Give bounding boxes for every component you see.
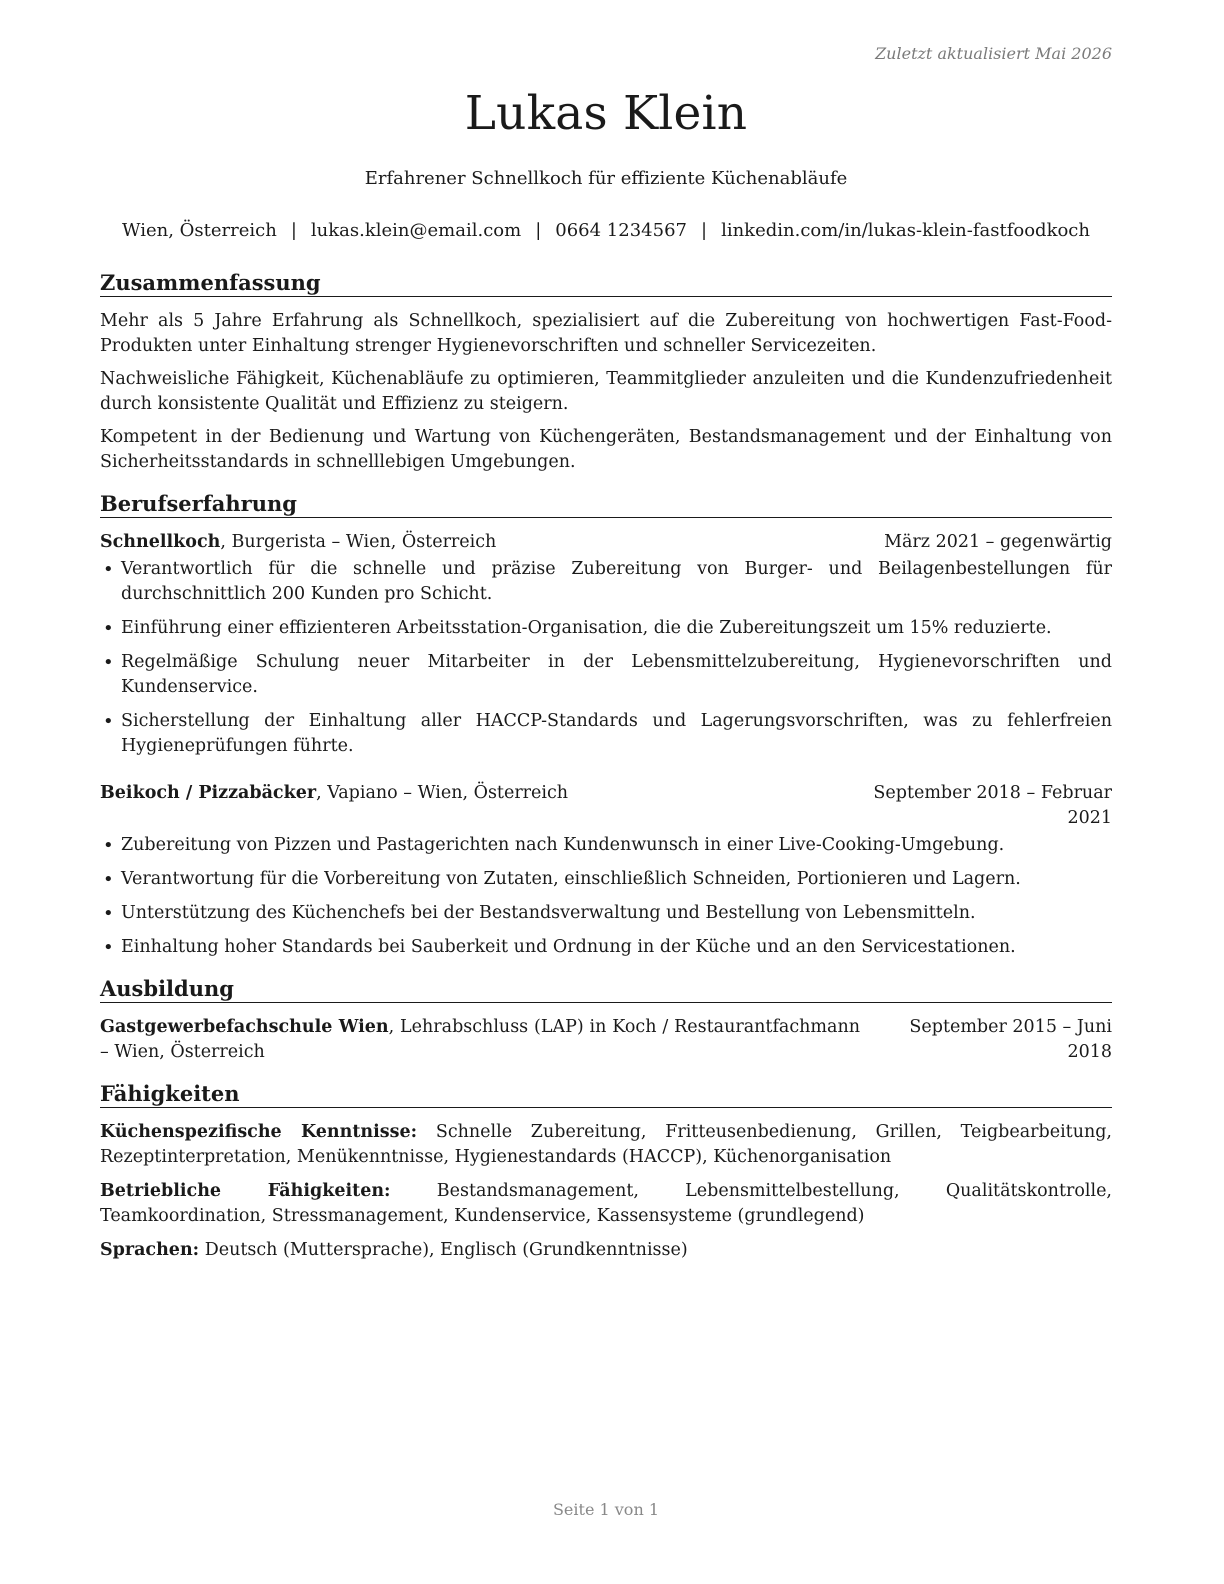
contact-separator: | bbox=[700, 220, 708, 241]
candidate-name: Lukas Klein bbox=[464, 86, 748, 141]
skills-section bbox=[100, 1081, 1112, 1263]
job-header bbox=[100, 530, 1112, 555]
job-dates: März 2021 – gegenwärtig bbox=[884, 532, 1112, 552]
contact-line bbox=[100, 220, 1112, 241]
job-role: Beikoch / Pizzabäcker bbox=[100, 783, 317, 803]
education-institution bbox=[100, 1015, 860, 1065]
job-dates: September 2018 – Februar 2021 bbox=[873, 783, 1112, 828]
education-section bbox=[100, 976, 1112, 1065]
skill-label: Sprachen: bbox=[100, 1240, 200, 1260]
resume-content bbox=[100, 270, 1112, 1279]
section-heading: Zusammenfassung bbox=[100, 270, 1112, 297]
skill-value: Bestandsmanagement, Lebensmittelbestellung, Qualitätskontrolle, Teamkoordination, Stressmanagement, Kundenservice, Kassensysteme (grundlegend) bbox=[100, 1181, 1112, 1226]
job-company: , Vapiano – Wien, Österreich bbox=[316, 783, 569, 803]
section-heading: Fähigkeiten bbox=[100, 1081, 1112, 1108]
job-company: , Burgerista – Wien, Österreich bbox=[220, 532, 497, 552]
page-number: Seite 1 von 1 bbox=[552, 1500, 660, 1519]
contact-linkedin[interactable]: linkedin.com/in/lukas-klein-fastfoodkoch bbox=[721, 220, 1090, 241]
summary-paragraph: Kompetent in der Bedienung und Wartung von Küchengeräten, Bestandsmanagement und der Einhaltung von Sicherheitsstandards in schnelllebigen Umgebungen. bbox=[100, 427, 1112, 472]
skill-value: Schnelle Zubereitung, Fritteusenbedienung, Grillen, Teigbearbeitung, Rezeptinterpretation, Menükenntnisse, Hygienestandards (HACCP), Küchenorganisation bbox=[100, 1122, 1112, 1167]
skill-label: Küchenspezifische Kenntnisse: bbox=[100, 1122, 418, 1142]
contact-email[interactable]: lukas.klein@email.com bbox=[310, 220, 522, 241]
job-title-line bbox=[100, 530, 884, 555]
contact-separator: | bbox=[535, 220, 542, 241]
education-dates: September 2015 – Juni 2018 bbox=[909, 1017, 1112, 1062]
job-bullets bbox=[100, 557, 1112, 759]
summary-paragraph: Mehr als 5 Jahre Erfahrung als Schnellkoch, spezialisiert auf die Zubereitung von hochwertigen Fast-Food-Produkten unter Einhaltung strenger Hygienevorschriften und schneller Servicezeiten. bbox=[100, 311, 1112, 356]
summary-paragraph: Nachweisliche Fähigkeit, Küchenabläufe zu optimieren, Teammitglieder anzuleiten und die Kundenzufriedenheit durch konsistente Qualität und Effizienz zu steigern. bbox=[100, 369, 1112, 414]
list-item: • Unterstützung des Küchenchefs bei der Bestandsverwaltung und Bestellung von Lebensmitteln. bbox=[100, 901, 1112, 926]
education-entry bbox=[100, 1015, 1112, 1065]
skill-line bbox=[100, 1179, 1112, 1229]
tagline: Erfahrener Schnellkoch für effiziente Küchenabläufe bbox=[364, 168, 848, 189]
job-bullets bbox=[100, 833, 1112, 960]
section-heading: Ausbildung bbox=[100, 976, 1112, 1003]
contact-separator: | bbox=[290, 220, 297, 241]
list-item: • Regelmäßige Schulung neuer Mitarbeiter in der Lebensmittelzubereitung, Hygienevorschriften und Kundenservice. bbox=[100, 650, 1112, 700]
experience-section bbox=[100, 491, 1112, 960]
education-detail: , Lehrabschluss (LAP) in Koch / Restaurantfachmann – Wien, Österreich bbox=[100, 1017, 861, 1062]
resume-page bbox=[100, 0, 1112, 1584]
job-role: Schnellkoch bbox=[100, 532, 221, 552]
contact-location: Wien, Österreich bbox=[122, 220, 277, 241]
summary-section bbox=[100, 270, 1112, 475]
education-school: Gastgewerbefachschule Wien bbox=[100, 1017, 389, 1037]
job-header bbox=[100, 781, 1112, 831]
skill-value: Deutsch (Muttersprache), Englisch (Grundkenntnisse) bbox=[199, 1240, 688, 1260]
list-item: • Einführung einer effizienteren Arbeitsstation-Organisation, die die Zubereitungszeit um 15% reduzierte. bbox=[100, 616, 1112, 641]
skill-line bbox=[100, 1238, 1112, 1263]
skill-line bbox=[100, 1120, 1112, 1170]
contact-phone[interactable]: 0664 1234567 bbox=[555, 220, 687, 241]
job-title-line bbox=[100, 781, 852, 831]
list-item: • Verantwortlich für die schnelle und präzise Zubereitung von Burger- und Beilagenbestellungen für durchschnittlich 200 Kunden pro Schicht. bbox=[100, 557, 1112, 607]
list-item: • Sicherstellung der Einhaltung aller HACCP-Standards und Lagerungsvorschriften, was zu fehlerfreien Hygieneprüfungen führte. bbox=[100, 709, 1112, 759]
last-updated: Zuletzt aktualisiert Mai 2026 bbox=[875, 44, 1112, 63]
list-item: • Verantwortung für die Vorbereitung von Zutaten, einschließlich Schneiden, Portionieren und Lagern. bbox=[100, 867, 1112, 892]
skill-label: Betriebliche Fähigkeiten: bbox=[100, 1181, 391, 1201]
section-heading: Berufserfahrung bbox=[100, 491, 1112, 518]
list-item: • Einhaltung hoher Standards bei Sauberkeit und Ordnung in der Küche und an den Servicestationen. bbox=[100, 935, 1112, 960]
list-item: • Zubereitung von Pizzen und Pastagerichten nach Kundenwunsch in einer Live-Cooking-Umgebung. bbox=[100, 833, 1112, 858]
